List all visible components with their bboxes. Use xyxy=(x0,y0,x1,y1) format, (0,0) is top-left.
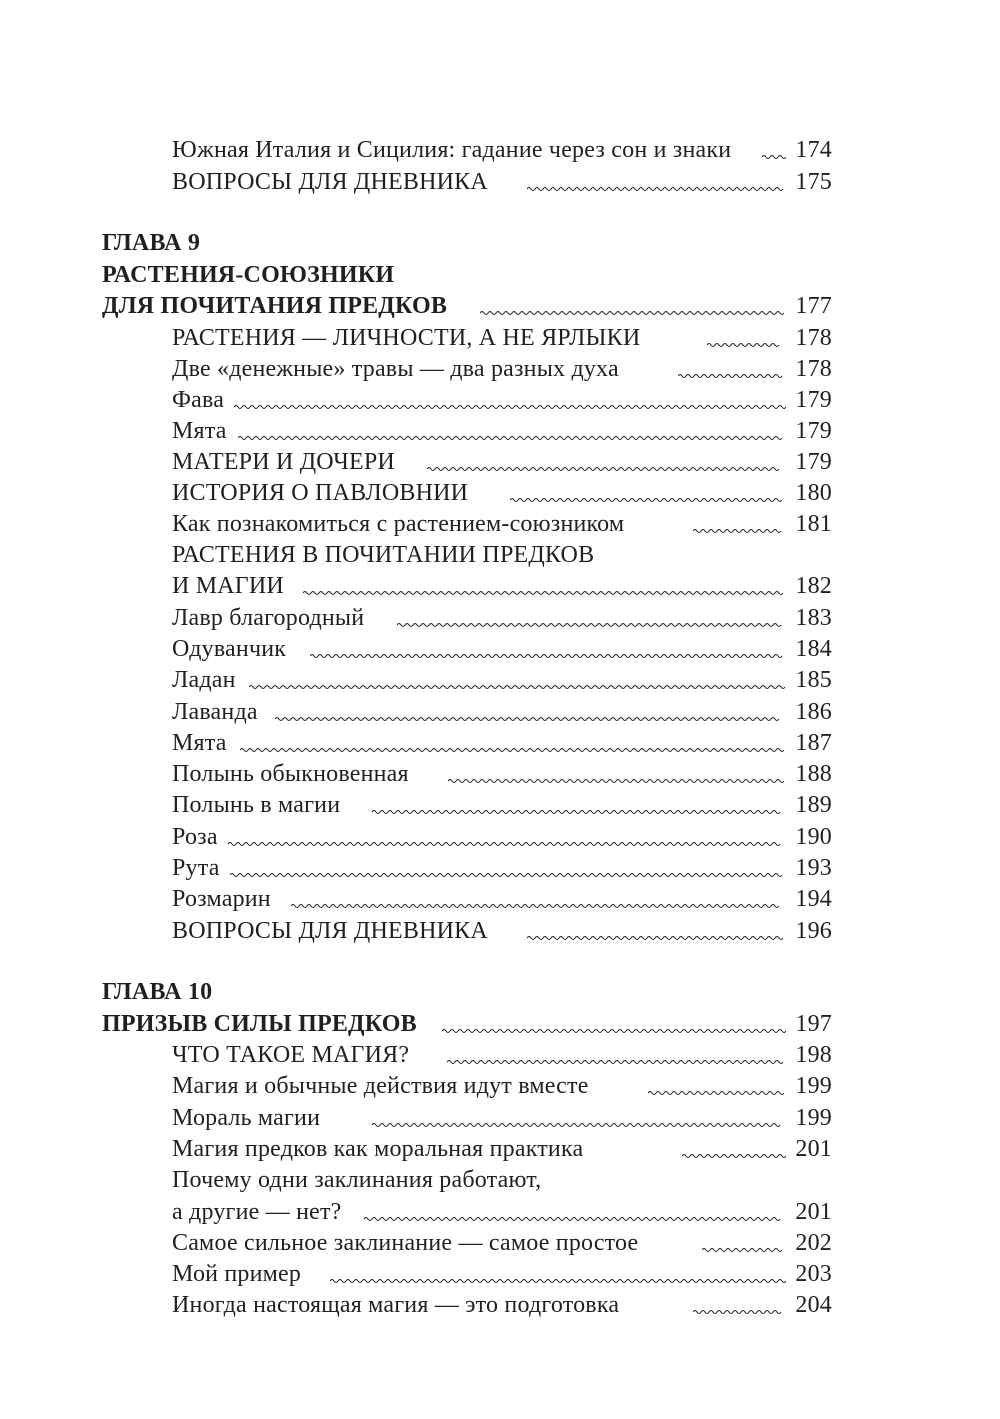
leader-line xyxy=(364,1215,786,1223)
toc-entry-title: Почему одни заклинания работают, xyxy=(172,1167,542,1193)
toc-entry xyxy=(0,603,1000,634)
toc-entry-title: Две «денежные» травы — два разных духа xyxy=(172,356,619,382)
leader-line xyxy=(238,434,786,442)
toc-entry-title: Мята xyxy=(172,730,227,756)
toc-entry xyxy=(0,884,1000,915)
toc-entry-title: ЧТО ТАКОЕ МАГИЯ? xyxy=(172,1042,410,1068)
toc-entry-page: 174 xyxy=(795,137,832,163)
toc-entry xyxy=(0,540,1000,571)
toc-entry xyxy=(0,571,1000,602)
toc-entry-page: 186 xyxy=(795,699,832,725)
toc-entry xyxy=(0,478,1000,509)
chapter-heading xyxy=(0,260,1000,291)
chapter-number: ГЛАВА 10 xyxy=(102,979,213,1005)
toc-entry xyxy=(0,665,1000,696)
toc-entry xyxy=(0,323,1000,354)
toc-entry-page: 202 xyxy=(795,1230,832,1256)
toc-entry-title: а другие — нет? xyxy=(172,1199,342,1225)
toc-entry xyxy=(0,1228,1000,1259)
leader-line xyxy=(275,715,786,723)
toc-entry xyxy=(0,509,1000,540)
toc-entry-title: РАСТЕНИЯ В ПОЧИТАНИИ ПРЕДКОВ xyxy=(172,542,595,568)
toc-entry xyxy=(0,853,1000,884)
leader-line xyxy=(648,1089,786,1097)
toc-entry-page: 203 xyxy=(795,1261,832,1287)
toc-entry-page: 178 xyxy=(795,356,832,382)
leader-line xyxy=(372,808,786,816)
leader-line xyxy=(372,1121,786,1129)
toc-entry-page: 201 xyxy=(795,1199,832,1225)
toc-entry-title: Иногда настоящая магия — это подготовка xyxy=(172,1292,620,1318)
toc-entry-page: 194 xyxy=(795,886,832,912)
leader-line xyxy=(527,185,786,193)
toc-entry xyxy=(0,1071,1000,1102)
toc-entry-page: 197 xyxy=(795,1011,832,1037)
toc-entry-title: Одуванчик xyxy=(172,636,287,662)
leader-line xyxy=(448,777,786,785)
toc-entry-title: И МАГИИ xyxy=(172,573,284,599)
toc-entry xyxy=(0,790,1000,821)
toc-entry-title: Полынь обыкновенная xyxy=(172,761,409,787)
toc-entry-title: Лавр благородный xyxy=(172,605,365,631)
toc-entry-title: РАСТЕНИЯ — ЛИЧНОСТИ, А НЕ ЯРЛЫКИ xyxy=(172,325,641,351)
toc-entry-page: 183 xyxy=(795,605,832,631)
leader-line xyxy=(702,1246,786,1254)
toc-entry-page: 179 xyxy=(795,387,832,413)
toc-entry-page: 177 xyxy=(795,293,832,319)
toc-entry-title: Фава xyxy=(172,387,225,413)
toc-entry-page: 184 xyxy=(795,636,832,662)
toc-entry xyxy=(0,728,1000,759)
toc-entry xyxy=(0,354,1000,385)
toc-entry-page: 181 xyxy=(795,511,832,537)
toc-entry-page: 199 xyxy=(795,1105,832,1131)
toc-entry xyxy=(0,634,1000,665)
toc-entry-page: 182 xyxy=(795,573,832,599)
leader-line xyxy=(240,746,786,754)
toc-entry-title: Южная Италия и Сицилия: гадание через сон и знаки xyxy=(172,137,732,163)
toc-entry xyxy=(0,759,1000,790)
toc-entry-page: 187 xyxy=(795,730,832,756)
toc-entry-page: 198 xyxy=(795,1042,832,1068)
toc-entry-title: Мораль магии xyxy=(172,1105,321,1131)
toc-entry xyxy=(0,1290,1000,1321)
leader-line xyxy=(693,527,786,535)
leader-line xyxy=(762,153,786,161)
chapter-number: ГЛАВА 9 xyxy=(102,230,201,256)
chapter-title: РАСТЕНИЯ-СОЮЗНИКИ xyxy=(102,262,395,288)
toc-entry-title: ВОПРОСЫ ДЛЯ ДНЕВНИКА xyxy=(172,918,488,944)
toc-entry-title: Розмарин xyxy=(172,886,271,912)
toc-entry-title: Ладан xyxy=(172,667,236,693)
leader-line xyxy=(682,1152,786,1160)
toc-entry-title: МАТЕРИ И ДОЧЕРИ xyxy=(172,449,395,475)
chapter-title: ПРИЗЫВ СИЛЫ ПРЕДКОВ xyxy=(102,1011,417,1037)
leader-line xyxy=(527,934,786,942)
toc-entry-page: 185 xyxy=(795,667,832,693)
leader-line xyxy=(310,652,786,660)
leader-line xyxy=(230,871,786,879)
chapter-heading xyxy=(0,1009,1000,1040)
toc-entry-page: 179 xyxy=(795,449,832,475)
toc-entry xyxy=(0,167,1000,198)
leader-line xyxy=(442,1027,786,1035)
toc-entry xyxy=(0,1259,1000,1290)
chapter-heading xyxy=(0,228,1000,259)
toc-entry-title: Полынь в магии xyxy=(172,792,341,818)
toc-entry-page: 180 xyxy=(795,480,832,506)
toc-entry-title: Как познакомиться с растением-союзником xyxy=(172,511,625,537)
leader-line xyxy=(693,1308,786,1316)
chapter-heading xyxy=(0,977,1000,1008)
toc-entry-title: ИСТОРИЯ О ПАВЛОВНИИ xyxy=(172,480,469,506)
toc-entry-page: 193 xyxy=(795,855,832,881)
toc-entry xyxy=(0,135,1000,166)
toc-entry xyxy=(0,697,1000,728)
chapter-heading xyxy=(0,291,1000,322)
toc-entry-page: 175 xyxy=(795,169,832,195)
toc-entry xyxy=(0,916,1000,947)
toc-entry xyxy=(0,447,1000,478)
toc-entry-title: Мята xyxy=(172,418,227,444)
leader-line xyxy=(249,683,786,691)
toc-entry-page: 196 xyxy=(795,918,832,944)
toc-entry xyxy=(0,822,1000,853)
toc-entry-title: Мой пример xyxy=(172,1261,302,1287)
toc-entry-page: 190 xyxy=(795,824,832,850)
leader-line xyxy=(228,840,786,848)
leader-line xyxy=(397,621,786,629)
toc-entry xyxy=(0,1134,1000,1165)
leader-line xyxy=(291,902,786,910)
toc-entry xyxy=(0,385,1000,416)
leader-line xyxy=(330,1277,786,1285)
toc-entry xyxy=(0,1040,1000,1071)
toc-entry-page: 204 xyxy=(795,1292,832,1318)
leader-line xyxy=(480,309,786,317)
leader-line xyxy=(510,496,786,504)
leader-line xyxy=(234,403,786,411)
toc-entry-page: 201 xyxy=(795,1136,832,1162)
toc-entry-page: 178 xyxy=(795,325,832,351)
toc-entry-page: 189 xyxy=(795,792,832,818)
leader-line xyxy=(447,1058,786,1066)
leader-line xyxy=(678,372,786,380)
toc-entry xyxy=(0,416,1000,447)
toc-entry xyxy=(0,1165,1000,1196)
toc-entry-title: Магия предков как моральная практика xyxy=(172,1136,584,1162)
toc-entry xyxy=(0,1197,1000,1228)
toc-entry-title: Рута xyxy=(172,855,220,881)
chapter-title: ДЛЯ ПОЧИТАНИЯ ПРЕДКОВ xyxy=(102,293,448,319)
toc-entry xyxy=(0,1103,1000,1134)
leader-line xyxy=(427,465,786,473)
toc-entry-title: Магия и обычные действия идут вместе xyxy=(172,1073,589,1099)
toc-entry-title: Самое сильное заклинание — самое простое xyxy=(172,1230,639,1256)
leader-line xyxy=(707,341,786,349)
toc-entry-title: Лаванда xyxy=(172,699,258,725)
leader-line xyxy=(303,589,786,597)
toc-entry-page: 199 xyxy=(795,1073,832,1099)
toc-entry-title: ВОПРОСЫ ДЛЯ ДНЕВНИКА xyxy=(172,169,488,195)
toc-entry-page: 188 xyxy=(795,761,832,787)
toc-entry-title: Роза xyxy=(172,824,218,850)
toc-entry-page: 179 xyxy=(795,418,832,444)
